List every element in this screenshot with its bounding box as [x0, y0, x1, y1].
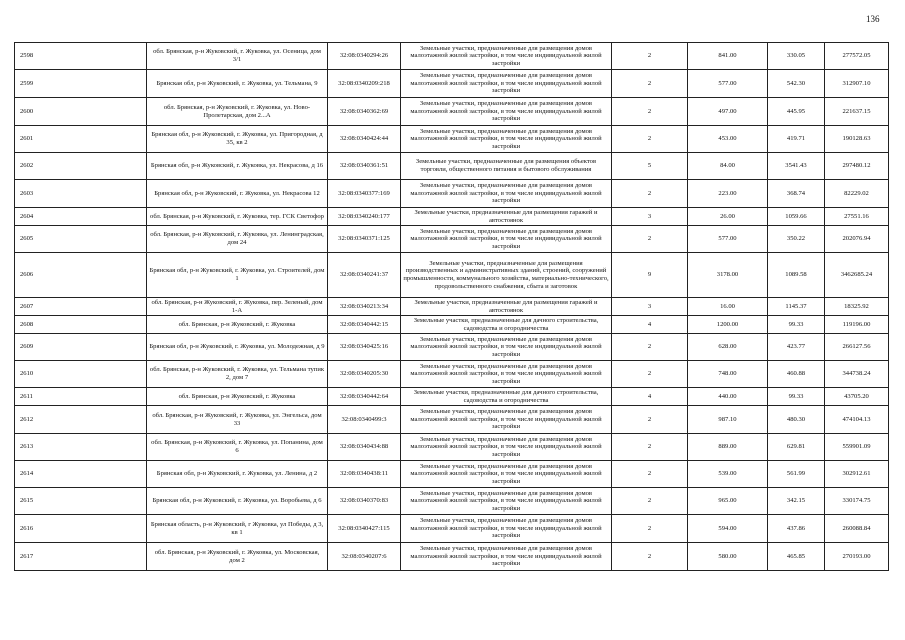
- land-use-cell: Земельные участки, предназначенные для размещения домов малоэтажной жилой застройки, в том числе индивидуальной жилой застройки: [401, 543, 612, 571]
- table-row: [15, 461, 889, 488]
- table-row: [15, 488, 889, 515]
- address-cell: Брянская обл, р-н Жуковский, г. Жуковка, ул. Пригородная, д 35, кв 2: [147, 126, 328, 153]
- cadastral-value-cell: 312907.10: [825, 70, 889, 98]
- address-cell: обл. Брянская, р-н Жуковский, г. Жуковка, ул. Ново-Пролетарская, дом 2...А: [147, 98, 328, 126]
- cadastral-number-cell: 32:08:0340499:3: [328, 406, 401, 434]
- specific-value-cell: 342.15: [768, 488, 825, 515]
- specific-value-cell: 445.95: [768, 98, 825, 126]
- area-cell: 497.00: [688, 98, 768, 126]
- table-row: [15, 434, 889, 461]
- table-row: [15, 208, 889, 226]
- use-group-cell: 9: [612, 253, 688, 298]
- specific-value-cell: 629.81: [768, 434, 825, 461]
- specific-value-cell: 561.99: [768, 461, 825, 488]
- cadastral-value-cell: 82229.02: [825, 180, 889, 208]
- area-cell: 223.00: [688, 180, 768, 208]
- land-use-cell: Земельные участки, предназначенные для размещения домов малоэтажной жилой застройки, в том числе индивидуальной жилой застройки: [401, 126, 612, 153]
- table-row: [15, 543, 889, 571]
- specific-value-cell: 542.30: [768, 70, 825, 98]
- table-row: [15, 126, 889, 153]
- row-number-cell: 2605: [15, 226, 147, 253]
- table-row: [15, 226, 889, 253]
- cadastral-number-cell: 32:08:0340209:218: [328, 70, 401, 98]
- use-group-cell: 5: [612, 153, 688, 180]
- specific-value-cell: 423.77: [768, 334, 825, 361]
- land-use-cell: Земельные участки, предназначенные для размещения домов малоэтажной жилой застройки, в том числе индивидуальной жилой застройки: [401, 180, 612, 208]
- table-body: [15, 43, 889, 571]
- row-number-cell: 2600: [15, 98, 147, 126]
- cadastral-number-cell: 32:08:0340241:37: [328, 253, 401, 298]
- cadastral-value-cell: 260088.84: [825, 515, 889, 543]
- table-row: [15, 298, 889, 316]
- use-group-cell: 2: [612, 434, 688, 461]
- cadastral-value-cell: 302912.61: [825, 461, 889, 488]
- land-use-cell: Земельные участки, предназначенные для размещения домов малоэтажной жилой застройки, в том числе индивидуальной жилой застройки: [401, 226, 612, 253]
- specific-value-cell: 1089.58: [768, 253, 825, 298]
- cadastral-value-cell: 559901.09: [825, 434, 889, 461]
- address-cell: обл. Брянская, р-н Жуковский, г. Жуковка, тер. ГСК Светофор: [147, 208, 328, 226]
- table-row: [15, 515, 889, 543]
- address-cell: Брянская обл, р-н Жуковский, г. Жуковка, ул. Некрасова, д 16: [147, 153, 328, 180]
- area-cell: 965.00: [688, 488, 768, 515]
- address-cell: Брянская обл, р-н Жуковский, г. Жуковка, ул. Ленина, д 2: [147, 461, 328, 488]
- use-group-cell: 4: [612, 388, 688, 406]
- row-number-cell: 2617: [15, 543, 147, 571]
- area-cell: 580.00: [688, 543, 768, 571]
- use-group-cell: 2: [612, 226, 688, 253]
- address-cell: обл. Брянская, р-н Жуковский, г. Жуковка: [147, 316, 328, 334]
- row-number-cell: 2616: [15, 515, 147, 543]
- cadastral-value-cell: 297480.12: [825, 153, 889, 180]
- cadastral-number-cell: 32:08:0340362:69: [328, 98, 401, 126]
- use-group-cell: 2: [612, 180, 688, 208]
- row-number-cell: 2615: [15, 488, 147, 515]
- use-group-cell: 4: [612, 316, 688, 334]
- cadastral-value-cell: 270193.00: [825, 543, 889, 571]
- address-cell: обл. Брянская, р-н Жуковский, г. Жуковка: [147, 388, 328, 406]
- row-number-cell: 2612: [15, 406, 147, 434]
- area-cell: 889.00: [688, 434, 768, 461]
- page-number: 136: [866, 14, 880, 24]
- address-cell: обл. Брянская, р-н Жуковский, г. Жуковка, ул. Осеница, дом 3/1: [147, 43, 328, 70]
- land-use-cell: Земельные участки, предназначенные для размещения гаражей и автостоянок: [401, 298, 612, 316]
- use-group-cell: 2: [612, 515, 688, 543]
- use-group-cell: 2: [612, 70, 688, 98]
- land-use-cell: Земельные участки, предназначенные для дачного строительства, садоводства и огородничества: [401, 316, 612, 334]
- cadastral-value-cell: 277572.05: [825, 43, 889, 70]
- specific-value-cell: 460.88: [768, 361, 825, 388]
- land-use-cell: Земельные участки, предназначенные для размещения производственных и административных зданий, строений, сооружений промышленности, коммунального хозяйства, материально-технического, продовольственного снабжения, сбыта и заготовок: [401, 253, 612, 298]
- specific-value-cell: 330.05: [768, 43, 825, 70]
- table-row: [15, 388, 889, 406]
- use-group-cell: 2: [612, 43, 688, 70]
- cadastral-number-cell: 32:08:0340424:44: [328, 126, 401, 153]
- area-cell: 577.00: [688, 70, 768, 98]
- address-cell: Брянская обл, р-н Жуковский, г. Жуковка, ул. Строителей, дом 1: [147, 253, 328, 298]
- row-number-cell: 2608: [15, 316, 147, 334]
- use-group-cell: 2: [612, 488, 688, 515]
- land-use-cell: Земельные участки, предназначенные для размещения домов малоэтажной жилой застройки, в том числе индивидуальной жилой застройки: [401, 361, 612, 388]
- area-cell: 26.00: [688, 208, 768, 226]
- cadastral-number-cell: 32:08:0340294:26: [328, 43, 401, 70]
- specific-value-cell: 99.33: [768, 316, 825, 334]
- address-cell: Брянская обл, р-н Жуковский, г. Жуковка, ул. Некрасова 12: [147, 180, 328, 208]
- land-use-cell: Земельные участки, предназначенные для размещения домов малоэтажной жилой застройки, в том числе индивидуальной жилой застройки: [401, 488, 612, 515]
- area-cell: 453.00: [688, 126, 768, 153]
- cadastral-value-cell: 43705.20: [825, 388, 889, 406]
- use-group-cell: 3: [612, 298, 688, 316]
- cadastral-number-cell: 32:08:0340205:30: [328, 361, 401, 388]
- row-number-cell: 2609: [15, 334, 147, 361]
- area-cell: 841.00: [688, 43, 768, 70]
- row-number-cell: 2607: [15, 298, 147, 316]
- area-cell: 3178.00: [688, 253, 768, 298]
- address-cell: Брянская обл, р-н Жуковский, г. Жуковка, ул. Тельмана, 9: [147, 70, 328, 98]
- cadastral-value-cell: 344738.24: [825, 361, 889, 388]
- area-cell: 539.00: [688, 461, 768, 488]
- cadastral-value-cell: 221637.15: [825, 98, 889, 126]
- row-number-cell: 2610: [15, 361, 147, 388]
- cadastral-number-cell: 32:08:0340240:177: [328, 208, 401, 226]
- specific-value-cell: 368.74: [768, 180, 825, 208]
- use-group-cell: 2: [612, 461, 688, 488]
- table-row: [15, 98, 889, 126]
- cadastral-value-cell: 119196.00: [825, 316, 889, 334]
- land-use-cell: Земельные участки, предназначенные для размещения домов малоэтажной жилой застройки, в том числе индивидуальной жилой застройки: [401, 70, 612, 98]
- cadastral-value-cell: 266127.56: [825, 334, 889, 361]
- address-cell: обл. Брянская, р-н Жуковский, г. Жуковка, ул. Тельмана тупик 2, дом 7: [147, 361, 328, 388]
- specific-value-cell: 99.33: [768, 388, 825, 406]
- land-use-cell: Земельные участки, предназначенные для дачного строительства, садоводства и огородничества: [401, 388, 612, 406]
- row-number-cell: 2601: [15, 126, 147, 153]
- row-number-cell: 2614: [15, 461, 147, 488]
- use-group-cell: 2: [612, 406, 688, 434]
- area-cell: 594.00: [688, 515, 768, 543]
- use-group-cell: 2: [612, 543, 688, 571]
- specific-value-cell: 480.30: [768, 406, 825, 434]
- cadastral-value-cell: 18325.92: [825, 298, 889, 316]
- table-row: [15, 43, 889, 70]
- address-cell: обл. Брянская, р-н Жуковский, г. Жуковка, ул. Энгельса, дом 33: [147, 406, 328, 434]
- address-cell: Брянская обл, р-н Жуковский, г. Жуковка, ул. Воробьева, д 6: [147, 488, 328, 515]
- cadastral-number-cell: 32:08:0340425:16: [328, 334, 401, 361]
- cadastral-value-cell: 474104.13: [825, 406, 889, 434]
- specific-value-cell: 1059.66: [768, 208, 825, 226]
- cadastral-number-cell: 32:08:0340442:15: [328, 316, 401, 334]
- cadastral-number-cell: 32:08:0340434:88: [328, 434, 401, 461]
- land-use-cell: Земельные участки, предназначенные для размещения домов малоэтажной жилой застройки, в том числе индивидуальной жилой застройки: [401, 406, 612, 434]
- land-use-cell: Земельные участки, предназначенные для размещения домов малоэтажной жилой застройки, в том числе индивидуальной жилой застройки: [401, 43, 612, 70]
- address-cell: Брянская обл, р-н Жуковский, г. Жуковка, ул. Молодежная, д 9: [147, 334, 328, 361]
- table-row: [15, 316, 889, 334]
- row-number-cell: 2598: [15, 43, 147, 70]
- table-row: [15, 253, 889, 298]
- land-use-cell: Земельные участки, предназначенные для размещения гаражей и автостоянок: [401, 208, 612, 226]
- address-cell: обл. Брянская, р-н Жуковский, г. Жуковка, ул. Ленинградская, дом 24: [147, 226, 328, 253]
- table-row: [15, 70, 889, 98]
- land-parcel-table: [14, 42, 889, 571]
- cadastral-number-cell: 32:08:0340207:6: [328, 543, 401, 571]
- cadastral-number-cell: 32:08:0340442:64: [328, 388, 401, 406]
- row-number-cell: 2606: [15, 253, 147, 298]
- land-use-cell: Земельные участки, предназначенные для размещения домов малоэтажной жилой застройки, в том числе индивидуальной жилой застройки: [401, 434, 612, 461]
- cadastral-number-cell: 32:08:0340427:115: [328, 515, 401, 543]
- land-use-cell: Земельные участки, предназначенные для размещения домов малоэтажной жилой застройки, в том числе индивидуальной жилой застройки: [401, 515, 612, 543]
- row-number-cell: 2604: [15, 208, 147, 226]
- table-row: [15, 334, 889, 361]
- specific-value-cell: 1145.37: [768, 298, 825, 316]
- land-use-cell: Земельные участки, предназначенные для размещения домов малоэтажной жилой застройки, в том числе индивидуальной жилой застройки: [401, 461, 612, 488]
- address-cell: обл. Брянская, р-н Жуковский, г. Жуковка, пер. Зеленый, дом 1-А: [147, 298, 328, 316]
- cadastral-number-cell: 32:08:0340377:169: [328, 180, 401, 208]
- row-number-cell: 2613: [15, 434, 147, 461]
- cadastral-number-cell: 32:08:0340370:83: [328, 488, 401, 515]
- area-cell: 1200.00: [688, 316, 768, 334]
- cadastral-value-cell: 190128.63: [825, 126, 889, 153]
- address-cell: Брянская область, р-н Жуковский, г Жуковка, ул Победы, д 3, кв 1: [147, 515, 328, 543]
- cadastral-value-cell: 202076.94: [825, 226, 889, 253]
- use-group-cell: 3: [612, 208, 688, 226]
- specific-value-cell: 437.86: [768, 515, 825, 543]
- cadastral-value-cell: 27551.16: [825, 208, 889, 226]
- area-cell: 577.00: [688, 226, 768, 253]
- land-use-cell: Земельные участки, предназначенные для размещения объектов торговли, общественного питания и бытового обслуживания: [401, 153, 612, 180]
- land-use-cell: Земельные участки, предназначенные для размещения домов малоэтажной жилой застройки, в том числе индивидуальной жилой застройки: [401, 334, 612, 361]
- address-cell: обл. Брянская, р-н Жуковский, г. Жуковка, ул. Попанина, дом 6: [147, 434, 328, 461]
- specific-value-cell: 3541.43: [768, 153, 825, 180]
- table-row: [15, 153, 889, 180]
- area-cell: 16.00: [688, 298, 768, 316]
- row-number-cell: 2603: [15, 180, 147, 208]
- specific-value-cell: 465.85: [768, 543, 825, 571]
- use-group-cell: 2: [612, 361, 688, 388]
- area-cell: 440.00: [688, 388, 768, 406]
- cadastral-value-cell: 330174.75: [825, 488, 889, 515]
- use-group-cell: 2: [612, 334, 688, 361]
- cadastral-number-cell: 32:08:0340438:11: [328, 461, 401, 488]
- cadastral-value-cell: 3462685.24: [825, 253, 889, 298]
- specific-value-cell: 350.22: [768, 226, 825, 253]
- specific-value-cell: 419.71: [768, 126, 825, 153]
- area-cell: 84.00: [688, 153, 768, 180]
- land-use-cell: Земельные участки, предназначенные для размещения домов малоэтажной жилой застройки, в том числе индивидуальной жилой застройки: [401, 98, 612, 126]
- use-group-cell: 2: [612, 126, 688, 153]
- cadastral-number-cell: 32:08:0340361:51: [328, 153, 401, 180]
- table-row: [15, 180, 889, 208]
- row-number-cell: 2602: [15, 153, 147, 180]
- address-cell: обл. Брянская, р-н Жуковский, г. Жуковка, ул. Московская, дом 2: [147, 543, 328, 571]
- row-number-cell: 2611: [15, 388, 147, 406]
- use-group-cell: 2: [612, 98, 688, 126]
- area-cell: 748.00: [688, 361, 768, 388]
- cadastral-number-cell: 32:08:0340371:125: [328, 226, 401, 253]
- row-number-cell: 2599: [15, 70, 147, 98]
- cadastral-number-cell: 32:08:0340213:34: [328, 298, 401, 316]
- area-cell: 987.10: [688, 406, 768, 434]
- table-row: [15, 361, 889, 388]
- table-row: [15, 406, 889, 434]
- area-cell: 628.00: [688, 334, 768, 361]
